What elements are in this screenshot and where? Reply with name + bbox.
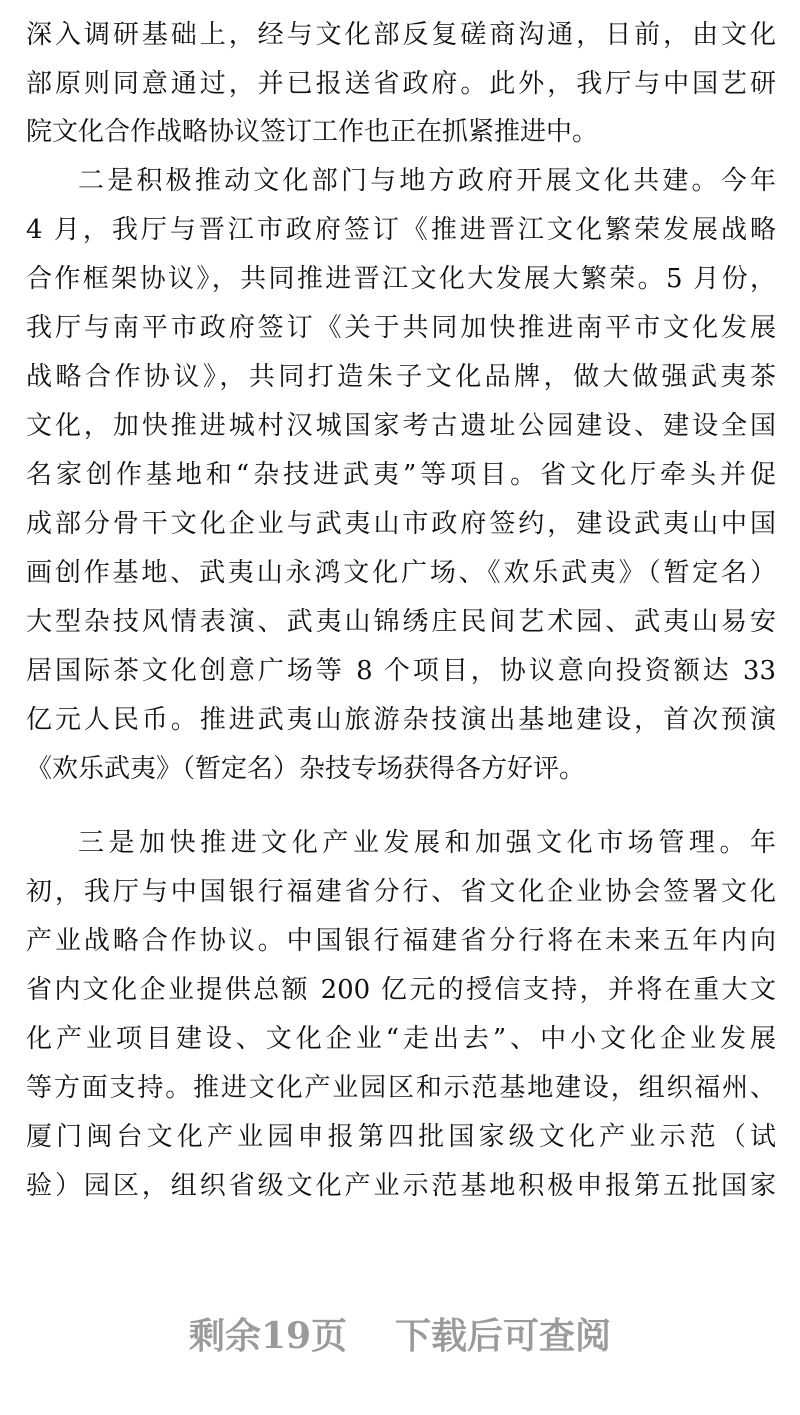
text-line: 文化，加快推进城村汉城国家考古遗址公园建设、建设全国: [26, 411, 776, 441]
paragraph-start-line: 二是积极推动文化部门与地方政府开展文化共建。今年: [78, 166, 776, 196]
text-line: 我厅与南平市政府签订《关于共同加快推进南平市文化发展: [26, 313, 776, 343]
text-line: 战略合作协议》，共同打造朱子文化品牌，做大做强武夷茶: [26, 362, 776, 392]
download-to-view-label: 下载后可查阅: [395, 1315, 612, 1357]
remaining-pages-label: 剩余19页: [188, 1315, 348, 1357]
text-line: 验）园区，组织省级文化产业示范基地积极申报第五批国家: [26, 1171, 776, 1201]
text-line: 省内文化企业提供总额 200 亿元的授信支持，并将在重大文: [26, 975, 776, 1005]
text-line: 院文化合作战略协议签订工作也正在抓紧推进中。: [26, 117, 599, 147]
text-line: 名家创作基地和“杂技进武夷”等项目。省文化厅牵头并促: [26, 460, 776, 490]
paragraph-start-line: 三是加快推进文化产业发展和加强文化市场管理。年: [78, 828, 776, 858]
text-line: 成部分骨干文化企业与武夷山市政府签约，建设武夷山中国: [26, 509, 776, 539]
download-prompt[interactable]: [0, 1308, 800, 1364]
text-line: 厦门闽台文化产业园申报第四批国家级文化产业示范（试: [26, 1122, 776, 1152]
text-line: 画创作基地、武夷山永鸿文化广场、《欢乐武夷》（暂定名）: [26, 558, 776, 588]
text-line: 深入调研基础上，经与文化部反复磋商沟通，日前，由文化: [26, 20, 776, 50]
text-line: 4 月，我厅与晋江市政府签订《推进晋江文化繁荣发展战略: [26, 215, 776, 245]
text-line: 亿元人民币。推进武夷山旅游杂技演出基地建设，首次预演: [26, 705, 776, 735]
text-line: 部原则同意通过，并已报送省政府。此外，我厅与中国艺研: [26, 69, 776, 99]
text-line: 初，我厅与中国银行福建省分行、省文化企业协会签署文化: [26, 877, 776, 907]
text-line: 产业战略合作协议。中国银行福建省分行将在未来五年内向: [26, 926, 776, 956]
text-line: 《欢乐武夷》（暂定名）杂技专场获得各方好评。: [26, 754, 586, 784]
text-line: 合作框架协议》，共同推进晋江文化大发展大繁荣。5 月份，: [26, 264, 776, 294]
text-line: 等方面支持。推进文化产业园区和示范基地建设，组织福州、: [26, 1073, 776, 1103]
text-line: 居国际茶文化创意广场等 8 个项目，协议意向投资额达 33: [26, 656, 776, 686]
text-line: 大型杂技风情表演、武夷山锦绣庄民间艺术园、武夷山易安: [26, 607, 776, 637]
text-line: 化产业项目建设、文化企业“走出去”、中小文化企业发展: [26, 1024, 776, 1054]
